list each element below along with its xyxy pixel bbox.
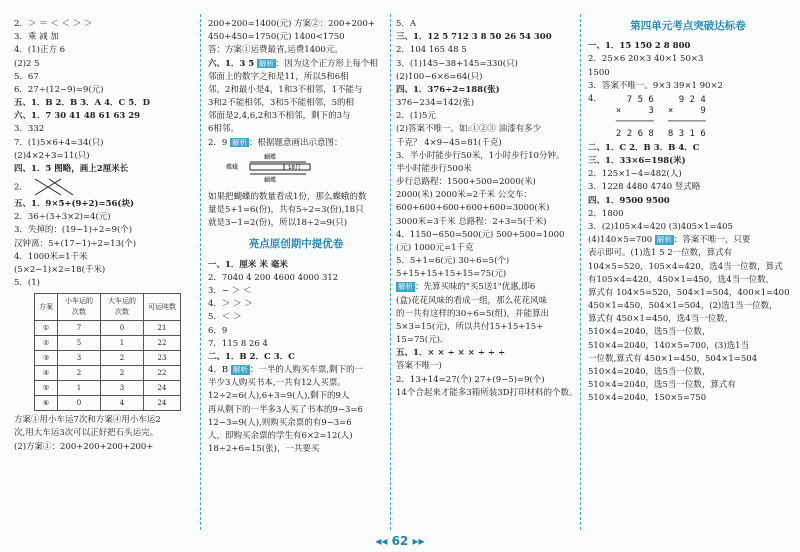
answer-line: 3．− ＞ ＜ bbox=[208, 286, 252, 297]
answer-line: 2．125×1−4=482(人) bbox=[588, 169, 682, 180]
answer-line: 答：方案①运费最省,运费1400元。 bbox=[208, 45, 343, 56]
column-2 bbox=[208, 18, 384, 530]
answer-line bbox=[208, 364, 384, 377]
answer-line: 600+600+600+600+600=3000(米) bbox=[396, 203, 550, 214]
answer-line: (盒)花花风味的看成一组，那么花花风味 bbox=[396, 295, 548, 306]
vertical-calculation: 7 5 6 × 3 ─────── 2 2 6 8 bbox=[615, 94, 654, 139]
answer-line bbox=[14, 176, 194, 198]
answer-line: 376−234=142(张) bbox=[396, 98, 475, 109]
answer-line: 答案不唯一) bbox=[396, 361, 442, 372]
answer-line: 有105×4=420，450×1=450，选4当一位数， bbox=[588, 274, 775, 285]
answer-line: 算式有 104×5=520，504×1=504，400×1=400 bbox=[588, 287, 790, 298]
analysis-text: ：一半的人购买车票,剩下的一 bbox=[249, 365, 364, 376]
answer-line: 邻面上的数字之和是11，所以5和6相 bbox=[208, 71, 349, 82]
answer-line: 12−3=9(人),则购买余票的有9−3=6 bbox=[208, 417, 352, 428]
answer-line: 4．(1)正方 6 bbox=[14, 45, 66, 56]
answer-line: 5．＜ ＞ bbox=[208, 312, 242, 323]
table-row: ② 5 1 22 bbox=[35, 336, 181, 351]
answer-line bbox=[208, 58, 384, 71]
analysis-text: ：答案不唯一，只要 bbox=[673, 235, 751, 246]
column-divider bbox=[390, 14, 391, 530]
answer-line: (2)100−6×6=64(只) bbox=[396, 71, 483, 82]
answer-line: 次,用大车运3次可以正好把石头运完。 bbox=[14, 428, 159, 439]
section-heading: 六、1．3 5 bbox=[208, 58, 255, 69]
column-1 bbox=[14, 18, 194, 530]
answer-line: 方案①用小车运7次和方案④用小车运2 bbox=[14, 415, 161, 426]
page-number: ◂◂ 62 ▸▸ bbox=[375, 534, 425, 548]
column-divider bbox=[580, 14, 581, 530]
table-row: ① 7 0 21 bbox=[35, 321, 181, 336]
answer-number: 4．B bbox=[208, 365, 229, 376]
answer-line: 一位数,算式有 450×1=450，504×1=504 bbox=[588, 353, 758, 364]
answer-number: 2．9 bbox=[208, 137, 228, 148]
answer-line: 4．1150−650=500(元) 500+500=1000 bbox=[396, 229, 565, 240]
section-heading: 二、1．B 2．C 3．C bbox=[208, 351, 295, 362]
answer-line: 510×4=2040，选5当一位数， bbox=[588, 366, 711, 377]
section-heading: 三、1．33×6=198(米) bbox=[588, 156, 686, 167]
answer-line: 邻，2和最小是4，1和3不相邻，1不能与 bbox=[208, 84, 363, 95]
answer-line: 3和2不能相邻，3和5不能相邻，5的相 bbox=[208, 98, 355, 109]
vertical-calculation: 9 2 4 × 9 ─────── 8 3 1 6 bbox=[667, 94, 706, 139]
answer-line: 510×4=2040，选5当一位数，算式有 bbox=[588, 380, 736, 391]
table-row: ⑥ 0 4 24 bbox=[35, 396, 181, 411]
section-heading: 二、1．C 2．B 3．B 4．C bbox=[588, 142, 700, 153]
answer-line: 18÷2+6=15(张)，一共要买 bbox=[208, 444, 320, 455]
exam-title: 第四单元考点突破达标卷 bbox=[630, 20, 746, 32]
table-header: 可运吨数 bbox=[144, 294, 181, 321]
answer-line: 200+200=1400(元) 方案②：200+200+ bbox=[208, 19, 375, 29]
table-row: ④ 2 2 22 bbox=[35, 366, 181, 381]
section-heading: 四、1．376÷2=188(张) bbox=[396, 84, 500, 95]
answer-line: (2)答案不唯一。如:①②③ 油漆有多少 bbox=[396, 124, 542, 135]
answer-line: 3．1228 4480 4740 竖式略 bbox=[588, 182, 701, 193]
analysis-text: ：根据题意画出示意图： bbox=[249, 137, 343, 148]
analysis-tag: 解析 bbox=[398, 282, 413, 292]
answer-line: 5×3=15(元)，所以共付15+15+15+ bbox=[396, 321, 544, 332]
analysis-text: ：先算买味的"买5送1"优惠,即6 bbox=[415, 282, 536, 293]
table-header: 小车运的次数 bbox=[58, 294, 101, 321]
answer-line: 汉钟离：5+(17−1)÷2=13(个) bbox=[14, 238, 137, 249]
answer-line: 半小时能步行500米 bbox=[396, 163, 472, 174]
analysis-tag: 解析 bbox=[656, 235, 672, 245]
answer-line bbox=[588, 234, 788, 247]
answer-line: 510×4=2040，选5当一位数， bbox=[588, 327, 711, 338]
answer-line: (5×2−1)×2=18(千米) bbox=[14, 264, 106, 275]
section-heading: 一、1．15 150 2 8 800 bbox=[588, 41, 691, 52]
section-heading: 五、1．9×5+(9+2)=56(块) bbox=[14, 199, 134, 210]
answer-line: 1500 bbox=[588, 67, 610, 78]
answer-line: 14个合起来才能多3箱所装3D打印材料的个数。 bbox=[396, 387, 578, 398]
section-heading: 五、1．× × ÷ × × ÷ ÷ ÷ bbox=[396, 348, 506, 359]
answer-number: (4)140×5=700 bbox=[588, 235, 653, 246]
answer-line: 人，即购买余票的学生有6×2=12(人) bbox=[208, 430, 353, 441]
answer-line: 5．67 bbox=[14, 71, 39, 82]
answer-line: 2．＞ ＝ ＜ ＜ ＞ ＞ bbox=[14, 19, 93, 29]
answer-line: 3．乘 减 加 bbox=[14, 32, 59, 43]
answer-line: 2．1800 bbox=[588, 208, 624, 219]
answer-line: 3．(2)105×4=420 (3)405×1=405 bbox=[588, 221, 733, 232]
answer-line: 2000(米) 2000米=2千米 公交车： bbox=[396, 190, 532, 201]
analysis-tag: 解析 bbox=[258, 58, 274, 68]
answer-line bbox=[396, 281, 576, 294]
answer-line: 2．36÷(3+3×2)=4(元) bbox=[14, 212, 111, 223]
answer-line: (2)方案①：200+200+200+200+ bbox=[14, 441, 154, 452]
answer-line: (2)4×2+3=11(只) bbox=[14, 150, 90, 161]
answer-line: 12÷2=6(人),6+3=9(人),剩下的9人 bbox=[208, 391, 350, 402]
table-header: 大车运的次数 bbox=[101, 294, 144, 321]
answer-line: 450+450=1750(元) 1400<1750 bbox=[208, 32, 345, 43]
segment-diagram bbox=[224, 152, 334, 184]
answer-line: 半少3人购买书本,一共有12人买票。 bbox=[208, 378, 346, 389]
answer-line: 3．(1)145−38+145=330(只) bbox=[396, 58, 518, 69]
answer-line: 2．104 165 48 5 bbox=[396, 45, 467, 56]
answer-line: 千克？ 4×9−45=81(千克) bbox=[396, 137, 502, 148]
column-divider bbox=[200, 14, 201, 530]
vertical-calculation-row bbox=[588, 93, 788, 142]
analysis-tag: 解析 bbox=[232, 137, 248, 147]
answer-line: 算式有 450×1=450，选4当一位数， bbox=[588, 314, 734, 325]
transport-plan-table bbox=[34, 293, 181, 411]
diagram-label: 蝴蝶 bbox=[264, 153, 277, 161]
answer-line: 7．(1)5×6+4=34(只) bbox=[14, 137, 104, 148]
page-number-value: 62 bbox=[391, 534, 409, 548]
analysis-tag: 解析 bbox=[232, 365, 248, 375]
answer-line: 4．＞ ＞ ＞ bbox=[208, 299, 253, 310]
section-heading: 四、1．9500 9500 bbox=[588, 195, 670, 206]
answer-line: 3．332 bbox=[14, 124, 45, 135]
diagram-label: 蝴蝶 bbox=[264, 176, 277, 184]
answer-line: 6．27÷(12−9)=9(元) bbox=[14, 84, 104, 95]
answer-number: 4． bbox=[588, 93, 602, 104]
exam-title: 亮点原创期中提优卷 bbox=[248, 238, 344, 251]
answer-line: (元) 1000元=1千克 bbox=[396, 242, 474, 253]
answer-line: 步行总路程：1500+500=2000(米) bbox=[396, 177, 536, 188]
answer-line: 3．半小时能步行50米，1小时步行10分钟。 bbox=[396, 150, 565, 161]
answer-line: (2)2 5 bbox=[14, 58, 40, 69]
answer-line bbox=[208, 137, 384, 150]
answer-line: 6．9 bbox=[208, 325, 228, 336]
column-4 bbox=[588, 18, 788, 530]
answer-line: 510×4=2040，140×5=700，(3)选1当 bbox=[588, 340, 750, 351]
answer-line: 就是3−1=2(份)，所以18÷2=9(只) bbox=[208, 218, 348, 229]
answer-line: 5．5+1=6(元) 30÷6=5(个) bbox=[396, 256, 510, 267]
answer-line: 如果把蝴蝶的数量看成1份，那么蝶蛾的数 bbox=[208, 191, 367, 202]
diagram-label: 蝶蛾 bbox=[226, 163, 239, 171]
answer-line: 2．13+14=27(个) 27+(9−5)=9(个) bbox=[396, 374, 545, 385]
answer-line: 的一共有这样的30÷6=5(组)，并能算出 bbox=[396, 308, 550, 319]
answer-line: 7．115 8 26 4 bbox=[208, 338, 268, 349]
answer-line: 3．答案不唯一。9×3 39×1 90×2 bbox=[588, 80, 723, 91]
answer-line: 量是5+1=6(份)，共有5÷2=3(份),18只 bbox=[208, 205, 364, 216]
section-heading: 一、1．厘米 米 毫米 bbox=[208, 259, 288, 270]
table-row: ⑤ 1 3 24 bbox=[35, 381, 181, 396]
answer-line: 6相邻。 bbox=[208, 124, 239, 135]
answer-line: 表示即可。(1)选1 5 2一位数，算式有 bbox=[588, 248, 733, 259]
answer-line: 2．(1)5元 bbox=[396, 111, 436, 122]
answer-line: 4．1000米=1千米 bbox=[14, 251, 88, 262]
answer-line: 5．A bbox=[396, 19, 417, 29]
answer-line: 2．7040 4 200 4600 4000 312 bbox=[208, 272, 339, 283]
answer-line: 3000米=3千米 总路程：2+3=5(千米) bbox=[396, 216, 547, 227]
section-heading: 三、1．12 5 712 3 8 50 26 54 300 bbox=[396, 32, 552, 43]
analysis-text: ：因为这个正方形上每个相 bbox=[275, 58, 378, 69]
section-heading: 六、1．7 30 41 48 61 63 29 bbox=[14, 111, 141, 122]
table-header: 方案 bbox=[35, 294, 58, 321]
answer-line: 3．失掉的：(19−1)÷2=9(个) bbox=[14, 225, 133, 236]
answer-line: 510×4=2040，150×5=750 bbox=[588, 393, 707, 404]
section-heading: 四、1．5 图略，画上2厘米长 bbox=[14, 163, 129, 174]
answer-line: 450×1=450，504×1=504，(2)选1当一位数， bbox=[588, 301, 778, 312]
answer-line: 104×5=520，105×4=420，选4当一位数，算式 bbox=[588, 261, 783, 272]
column-3 bbox=[396, 18, 576, 530]
section-heading: 五、1．B 2．B 3．A 4．C 5．D bbox=[14, 98, 151, 109]
answer-line: 再从剩下的一半多3人买了书本的9−3=6 bbox=[208, 404, 363, 415]
answer-line: 5．(1) bbox=[14, 278, 40, 289]
answer-line: 2．25×6 20×3 40×1 50×3 bbox=[588, 54, 704, 65]
table-row: ③ 3 2 23 bbox=[35, 351, 181, 366]
diagram-label: 18只 bbox=[288, 164, 301, 171]
answer-line: 5+15+15+15+15=75(元) bbox=[396, 269, 507, 280]
crossed-lines-figure bbox=[31, 176, 77, 198]
answer-line: 15=75(元)。 bbox=[396, 335, 449, 346]
answer-line: 邻面是2,4,6,2和3不相邻，剩下的3与 bbox=[208, 111, 351, 122]
answer-number: 2． bbox=[14, 182, 28, 193]
